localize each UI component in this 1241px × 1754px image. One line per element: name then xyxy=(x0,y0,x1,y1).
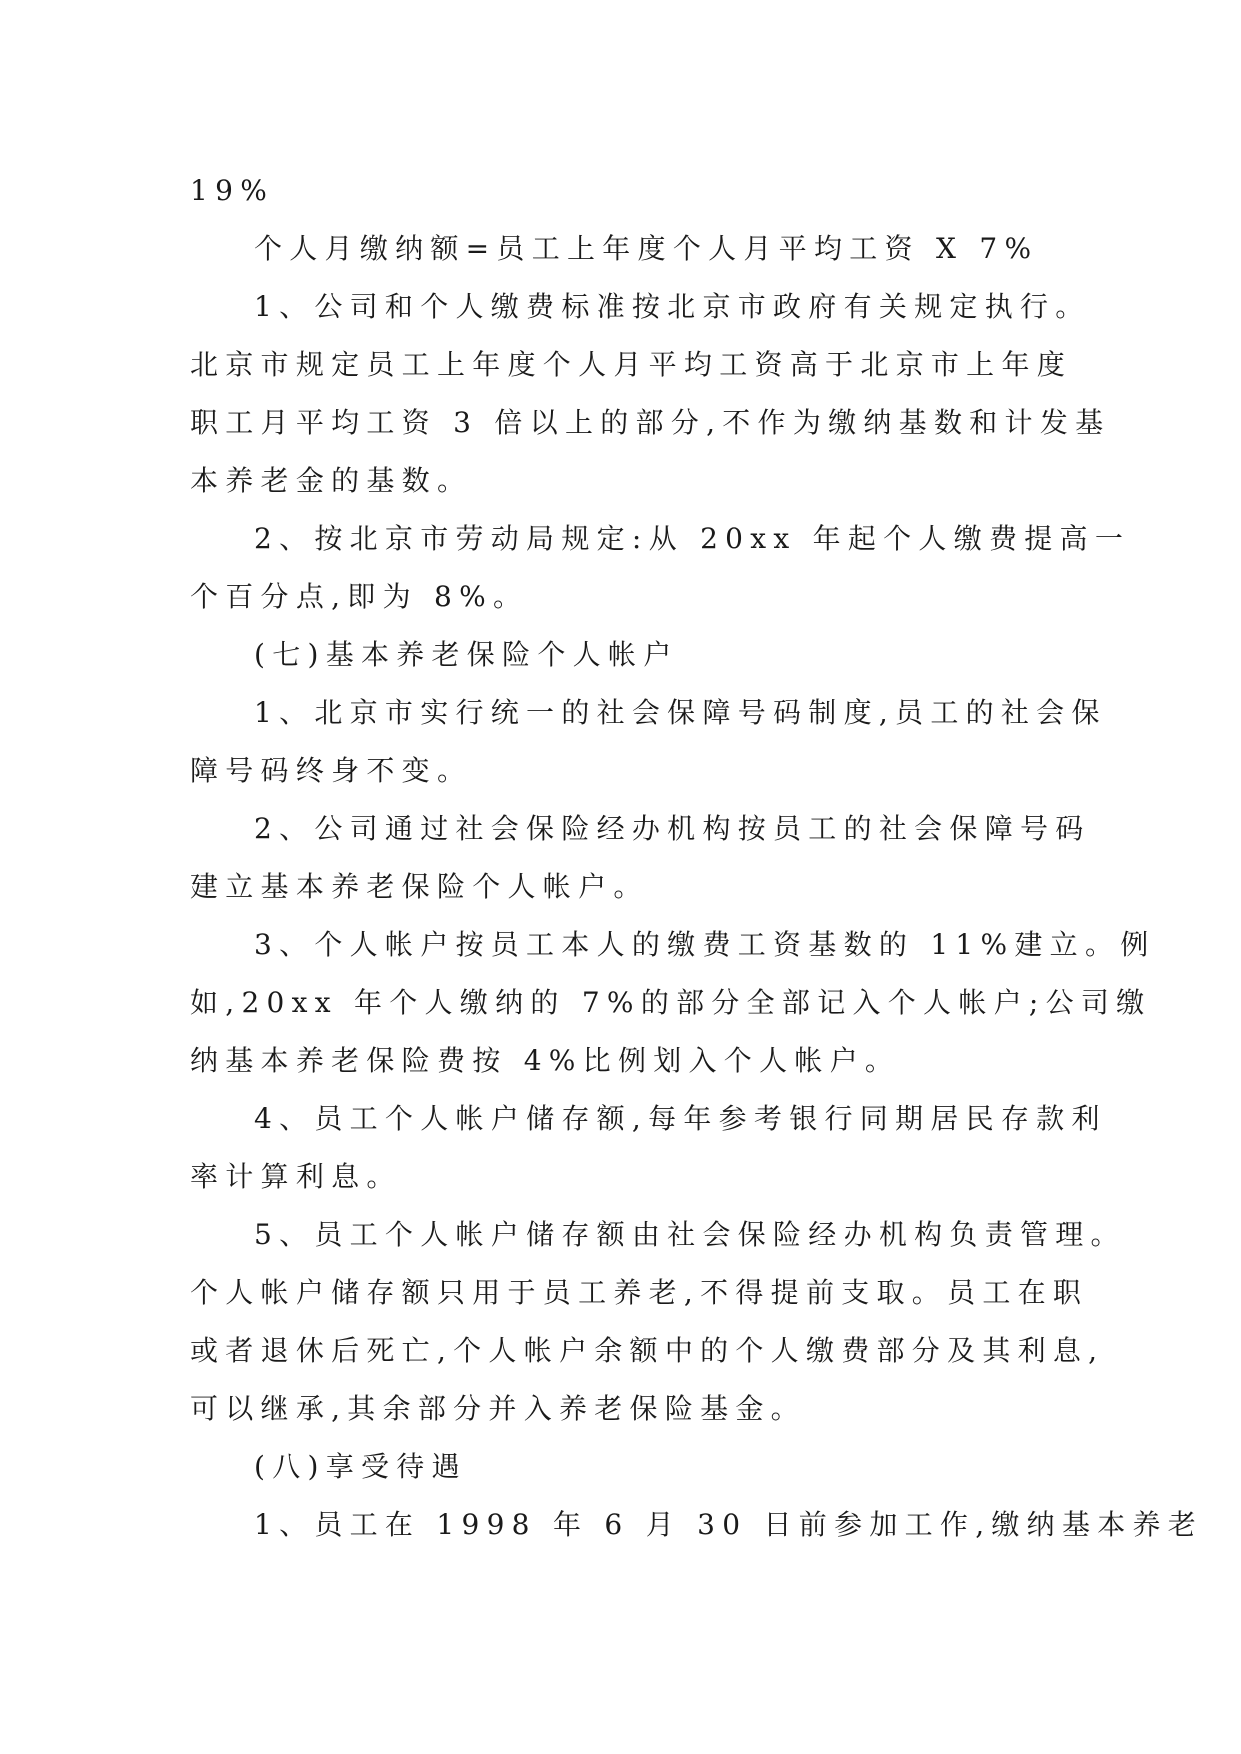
text-line: 1、员工在 1998 年 6 月 30 日前参加工作,缴纳基本养老 xyxy=(254,1508,1204,1541)
text-line: 2、按北京市劳动局规定:从 20xx 年起个人缴费提高一 xyxy=(254,522,1131,555)
text-line: 职工月平均工资 3 倍以上的部分,不作为缴纳基数和计发基 xyxy=(190,406,1111,439)
text-line: 北京市规定员工上年度个人月平均工资高于北京市上年度 xyxy=(190,348,1073,381)
text-line: 3、个人帐户按员工本人的缴费工资基数的 11%建立。例 xyxy=(254,928,1156,961)
text-line: 障号码终身不变。 xyxy=(190,754,473,787)
text-line: 19% xyxy=(190,174,275,207)
text-line: 个人月缴纳额=员工上年度个人月平均工资 X 7% xyxy=(254,232,1039,265)
section-heading: (七)基本养老保险个人帐户 xyxy=(254,638,679,671)
text-line: 2、公司通过社会保险经办机构按员工的社会保障号码 xyxy=(254,812,1091,845)
text-line: 建立基本养老保险个人帐户。 xyxy=(190,870,649,903)
text-line: 5、员工个人帐户储存额由社会保险经办机构负责管理。 xyxy=(254,1218,1126,1251)
section-heading: (八)享受待遇 xyxy=(254,1450,467,1483)
text-line: 或者退休后死亡,个人帐户余额中的个人缴费部分及其利息, xyxy=(190,1334,1105,1367)
text-line: 率计算利息。 xyxy=(190,1160,402,1193)
text-line: 本养老金的基数。 xyxy=(190,464,473,497)
text-line: 纳基本养老保险费按 4%比例划入个人帐户。 xyxy=(190,1044,901,1077)
document-page xyxy=(190,162,1204,1554)
text-line: 个百分点,即为 8%。 xyxy=(190,580,529,613)
text-line: 4、员工个人帐户储存额,每年参考银行同期居民存款利 xyxy=(254,1102,1107,1135)
text-line: 可以继承,其余部分并入养老保险基金。 xyxy=(190,1392,806,1425)
text-line: 1、公司和个人缴费标准按北京市政府有关规定执行。 xyxy=(254,290,1091,323)
text-line: 如,20xx 年个人缴纳的 7%的部分全部记入个人帐户;公司缴 xyxy=(190,986,1152,1019)
text-line: 个人帐户储存额只用于员工养老,不得提前支取。员工在职 xyxy=(190,1276,1089,1309)
text-line: 1、北京市实行统一的社会保障号码制度,员工的社会保 xyxy=(254,696,1107,729)
